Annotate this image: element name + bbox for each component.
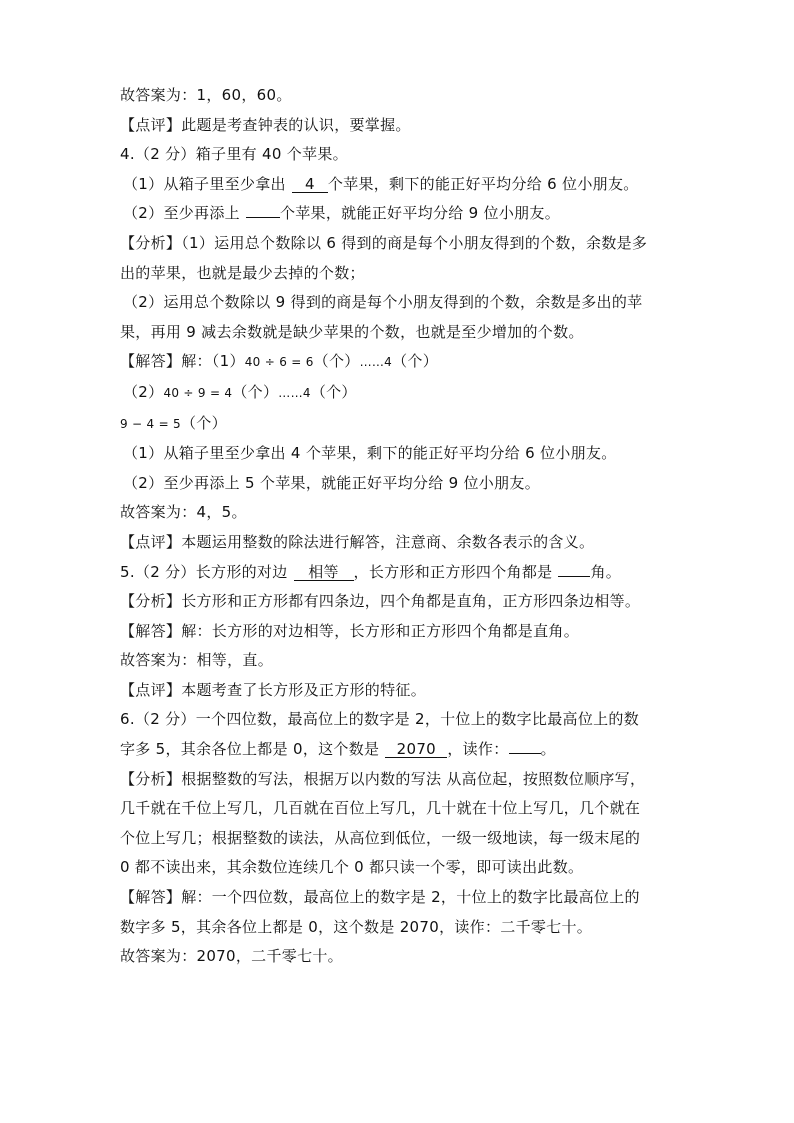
blank-answer: 相等 <box>294 564 354 581</box>
analysis-line: （2）运用总个数除以 9 得到的商是每个小朋友得到的个数，余数是多出的苹 <box>123 293 643 312</box>
solution-line: 9 − 4 = 5（个） <box>120 413 227 432</box>
result-line: （1）从箱子里至少拿出 4 个苹果，剩下的能正好平均分给 6 位小朋友。 <box>123 444 617 463</box>
solution-line: 【解答】解：长方形的对边相等，长方形和正方形四个角都是直角。 <box>120 621 580 640</box>
comment-line-q5: 【点评】本题考查了长方形及正方形的特征。 <box>120 680 427 699</box>
question-6-title: 6.（2 分）一个四位数，最高位上的数字是 2，十位上的数字比最高位上的数 <box>120 710 640 729</box>
comment-line-q4: 【点评】本题运用整数的除法进行解答，注意商、余数各表示的含义。 <box>120 532 595 551</box>
result-line: （2）至少再添上 5 个苹果，就能正好平均分给 9 位小朋友。 <box>123 473 541 492</box>
blank-answer: 2070 <box>385 741 447 758</box>
analysis-line: 0 都不读出来，其余数位连续几个 0 都只读一个零，即可读出此数。 <box>120 858 584 877</box>
question-4-part-2: （2）至少再添上 个苹果，就能正好平均分给 9 位小朋友。 <box>123 204 561 223</box>
blank-answer <box>246 217 280 218</box>
blank-answer: 4 <box>292 176 328 193</box>
question-6-line-2: 字多 5，其余各位上都是 0，这个数是 2070 ，读作： 。 <box>120 740 556 759</box>
analysis-line: 几千就在千位上写几，几百就在百位上写几，几十就在十位上写几，几个就在 <box>120 799 641 818</box>
analysis-line: 【分析】根据整数的写法，根据万以内数的写法 从高位起，按照数位顺序写， <box>120 769 646 788</box>
answer-line-q6: 故答案为：2070，二千零七十。 <box>120 947 343 966</box>
question-5-title: 5.（2 分）长方形的对边 相等 ，长方形和正方形四个角都是 角。 <box>120 562 622 581</box>
question-4-part-1: （1）从箱子里至少拿出 4 个苹果，剩下的能正好平均分给 6 位小朋友。 <box>123 174 639 193</box>
document-page <box>120 86 680 977</box>
solution-line: 【解答】解：一个四位数，最高位上的数字是 2，十位上的数字比最高位上的 <box>120 888 640 907</box>
solution-line: 数字多 5，其余各位上都是 0，这个数是 2070，读作：二千零七十。 <box>120 917 593 936</box>
analysis-line: 个位上写几；根据整数的读法，从高位到低位，一级一级地读，每一级末尾的 <box>120 828 641 847</box>
comment-line-q3: 【点评】此题是考查钟表的认识，要掌握。 <box>120 115 411 134</box>
question-4-title: 4.（2 分）箱子里有 40 个苹果。 <box>120 145 348 164</box>
answer-line-q3: 故答案为：1，60，60。 <box>120 86 292 104</box>
answer-line-q5: 故答案为：相等，直。 <box>120 651 274 670</box>
answer-line-q4: 故答案为：4，5。 <box>120 503 247 522</box>
analysis-line: 出的苹果，也就是最少去掉的个数； <box>120 263 365 282</box>
analysis-line: 果，再用 9 减去余数就是缺少苹果的个数，也就是至少增加的个数。 <box>120 322 584 341</box>
solution-line: （2）40 ÷ 9 = 4（个）……4（个） <box>123 382 357 401</box>
solution-line: 【解答】解：（1）40 ÷ 6 = 6（个）……4（个） <box>120 352 439 371</box>
analysis-line: 【分析】长方形和正方形都有四条边，四个角都是直角，正方形四条边相等。 <box>120 592 641 611</box>
blank-answer <box>558 576 590 577</box>
analysis-line: 【分析】（1）运用总个数除以 6 得到的商是每个小朋友得到的个数，余数是多 <box>120 233 648 252</box>
blank-answer <box>509 753 541 754</box>
